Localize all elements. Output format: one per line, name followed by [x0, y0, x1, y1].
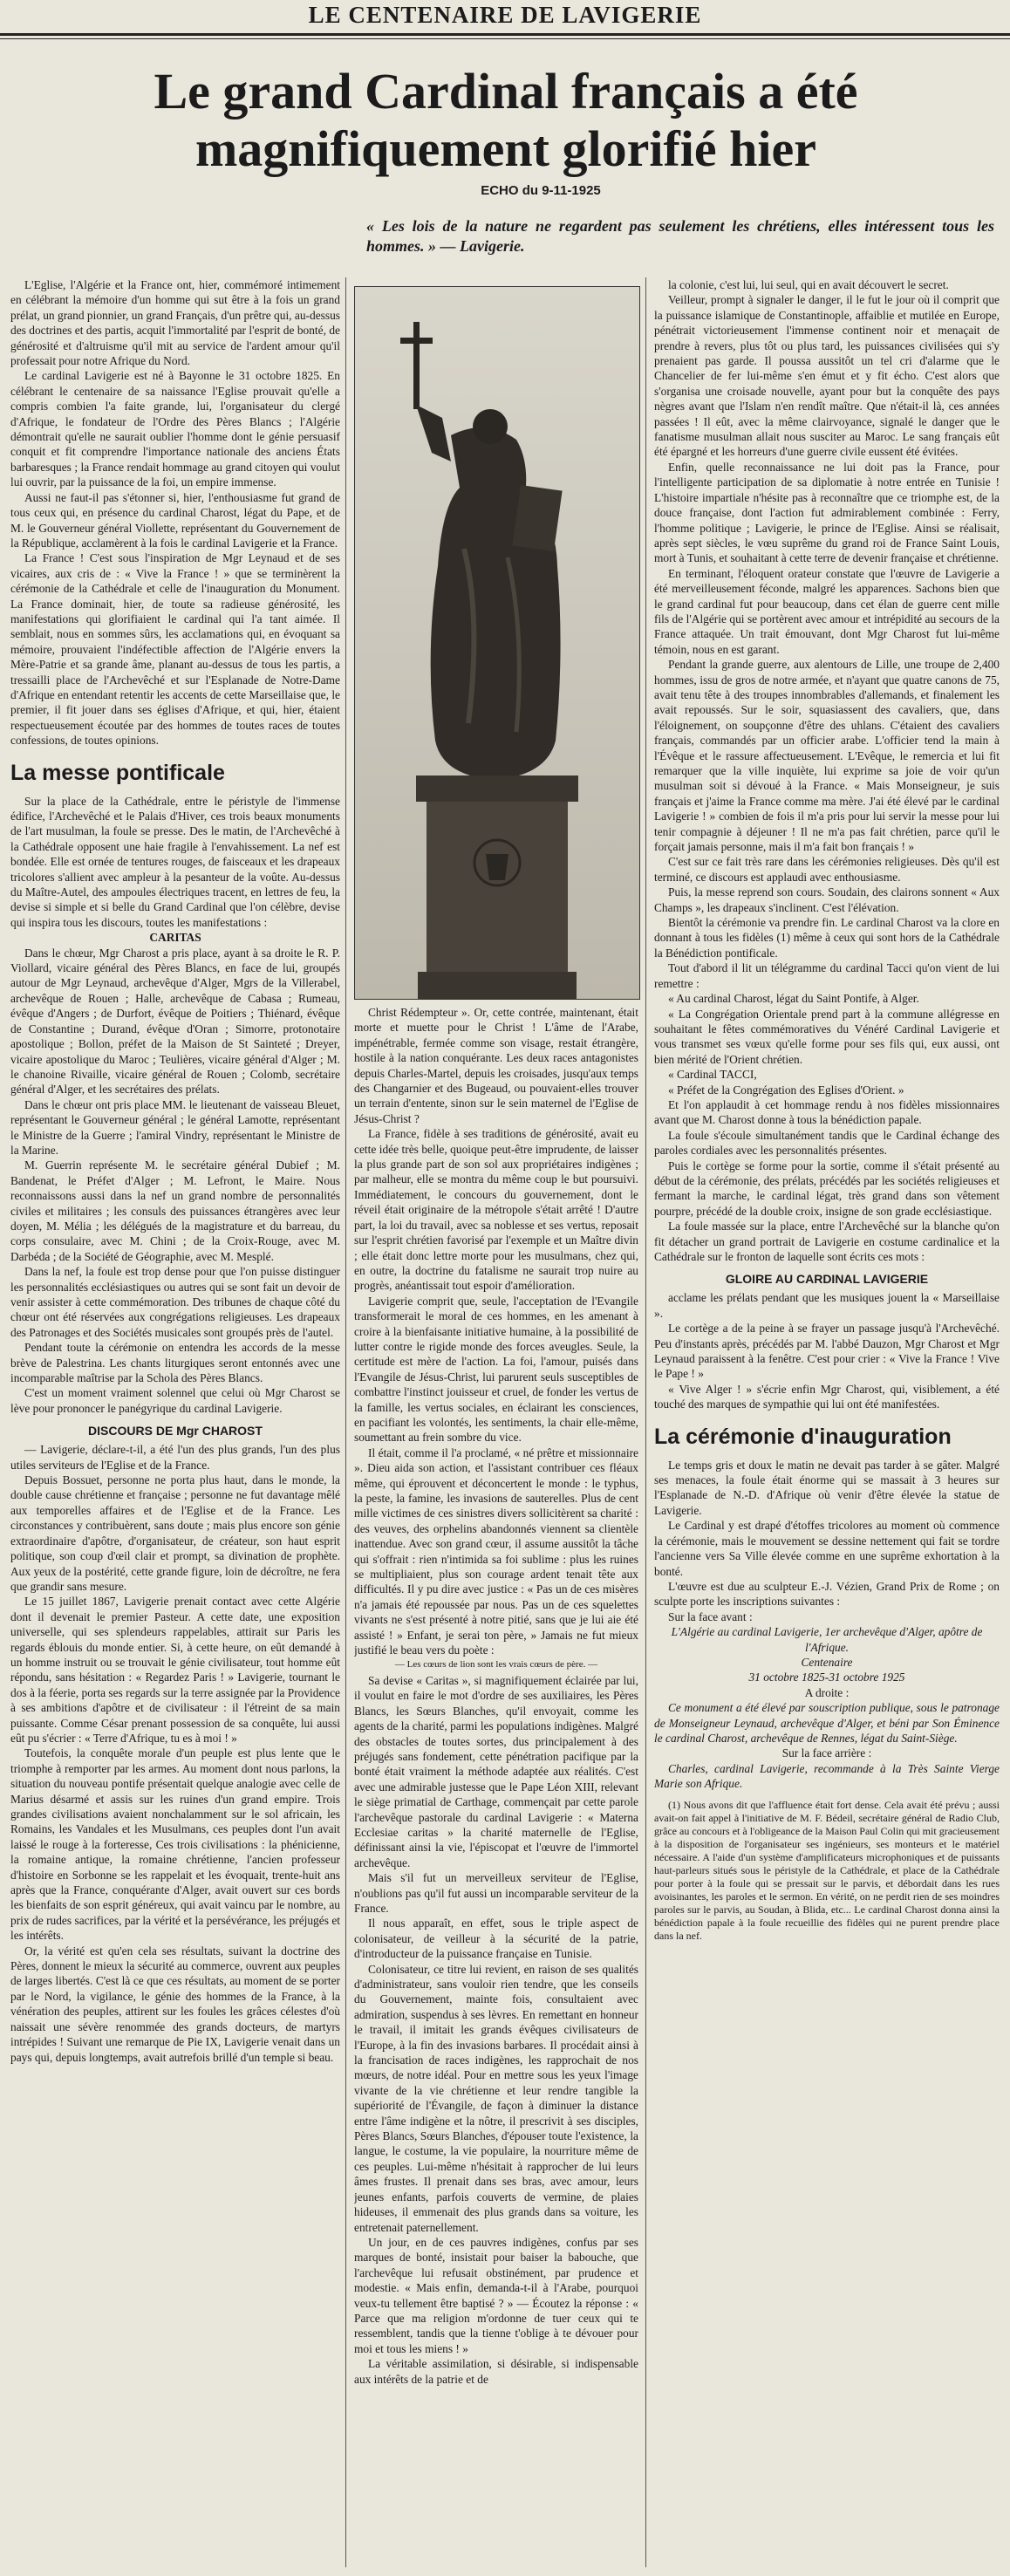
- paragraph: Pendant la grande guerre, aux alentours de Lille, une troupe de 2,400 hommes, issu de gros de notre armée, et n'ayant que quatre canons de 75, avait tenu tête à des troupes innombrables d'allemands, et finalement les avait repoussés. Sur le soir, squasiassent des cavaliers, que, dans l'éloignement, on soupçonne d'être des uhlans. C'étaient des cavaliers français, commandés par un officier arabe. L'officier tend la main à l'Évêque et le rassure affectueusement. L'Evêque, le remercia et lui fit remarquer que la ville inquiète, lui exprime sa joie de voir qu'un musulman soit si dévoué à la France. « Mais Monseigneur, je suis français et j'aime la France comme ma mère. J'ai été élevé par le cardinal Lavigerie ! » combien de fois il m'a pris pour lui servir la messe pour lui tenir compagnie à déjeuner ! Il ne m'a pas fait chrétien, parce qu'il le forçait jamais personne, mais il m'a fait bon français ! »: [654, 658, 1000, 854]
- gloire-title: GLOIRE AU CARDINAL LAVIGERIE: [725, 1272, 929, 1287]
- paragraph: la colonie, c'est lui, lui seul, qui en avait découvert le secret.: [668, 278, 949, 291]
- paragraph: Le Cardinal y est drapé d'étoffes tricolores au moment où commence la cérémonie, mais le mouvement se dessine nettement qui fait se tordre l'ancienne vers Sa Ville élevée comme en une suprême exhortation à la bonté.: [654, 1519, 1000, 1578]
- lead-quote: « Les lois de la nature ne regardent pas seulement les chrétiens, elles intéressent tous les hommes. » — Lavigerie.: [366, 217, 994, 255]
- paragraph: C'est un moment vraiment solennel que celui où Mgr Charost se lève pour prononcer le panégyrique du cardinal Lavigerie.: [10, 1386, 340, 1415]
- column-2: [354, 1005, 638, 2567]
- paragraph: En terminant, l'éloquent orateur constate que l'œuvre de Lavigerie a été merveilleusement féconde, malgré les apparences. Sachons bien que le grand cardinal fut pour beaucoup, dans cet élan de guerre cent mille fils de l'Algérie qui se portèrent avec amour et intrépidité au secours de la France attaquée. Un trait émouvant, dont Mgr Charost fut lui-même témoin, nous en est garant.: [654, 566, 1000, 656]
- paragraph: L'Eglise, l'Algérie et la France ont, hier, commémoré intimement en célébrant la mémoire d'un homme qui sut être à la fois un grand prélat, un grand pionnier, un grand Français, d'un prêtre qui, au-dessus des doctrines et des partis, acquit l'immortalité par l'esprit de bonté, de générosité et d'altruisme qu'il mit au service de l'ardent amour qu'il professait pour notre Afrique du Nord.: [10, 278, 340, 368]
- paragraph: Pendant toute la cérémonie on entendra les accords de la messe brève de Palestrina. Les chants liturgiques seront entonnés avec une incomparable maîtrise par la Schola des Pères Blancs.: [10, 1341, 340, 1385]
- section-title-inauguration: La cérémonie d'inauguration: [654, 1424, 952, 1449]
- discours-title: DISCOURS DE Mgr CHAROST: [88, 1424, 263, 1438]
- centenaire-dates: 31 octobre 1825-31 octobre 1925: [748, 1671, 905, 1684]
- paragraph: Puis, la messe reprend son cours. Soudain, des clairons sonnent « Aux Champs », les drapeaux s'inclinent. C'est l'élévation.: [654, 885, 1000, 914]
- inscription-back: Charles, cardinal Lavigerie, recommande à la Très Sainte Vierge Marie son Afrique.: [654, 1761, 1000, 1791]
- section-kicker: LE CENTENAIRE DE LAVIGERIE: [308, 2, 702, 28]
- paragraph: Toutefois, la conquête morale d'un peuple est plus lente que le triomphe à remporter par les armes. Au moment dont nous parlons, la situation du nouveau pontife présentait quelque analogie avec celle de Marius désarmé et assis sur les ruines d'un grand empire. Trois grandes civilisations avaient nonchalamment sur le sol africain, les Romains, les Vandales et les Musulmans, ces peuples dont l'un avait laissé le rouge à la forteresse, Ces trois civilisations : la phénicienne, la romaine antique, la romaine chrétienne, l'ancien professeur d'histoire en Sorbonne se les rappelait et les évoquait, trente-huit ans après que la France, conquérante d'Alger, avait ouvert sur ces bords les bienfaits de son esprit généreux, qui avait vaincu par le nombre, au prix de rudes sacrifices, par la vérité et la persévérance, les préjugés et les intérêts.: [10, 1746, 340, 1943]
- paragraph: Et l'on applaudit à cet hommage rendu à nos fidèles missionnaires avant que M. Charost donne à tous la bénédiction papale.: [654, 1097, 1000, 1127]
- messe-text: [10, 794, 340, 1417]
- paragraph: Or, la vérité est qu'en cela ses résultats, suivant la doctrine des Pères, donnent le mieux la sécurité au commerce, ouvrent aux peuples de larges libertés. C'est là ce que ces résultats, au moment de se porter par le Nord, la vigilance, le génie des hommes de la France, à la vénération des peuples, attirent sur les foules les grâces célestes d'où naissait une sévère renommée des grands docteurs, de martyrs intrépides ! Suivant une remarque de Pie IX, Lavigerie venait dans un pays qui, depuis longtemps, avait autrefois brillé d'un temple si beau.: [10, 1944, 340, 2064]
- paragraph: Le cortège a de la peine à se frayer un passage jusqu'à l'Archevêché. Peu d'instants après, précédés par M. l'abbé Dauzon, Mgr Charost et Mgr Leynaud paraissent à la fenêtre. C'est pour crier : « Vive la France ! Vive le Pape ! »: [654, 1322, 1000, 1381]
- paragraph: L'œuvre est due au sculpteur E.-J. Vézien, Grand Prix de Rome ; on sculpte porte les inscriptions suivantes :: [654, 1579, 1000, 1609]
- column-divider: [345, 277, 346, 2567]
- top-rule: [0, 33, 1010, 36]
- intro-text: [10, 277, 340, 748]
- dateline: ECHO du 9-11-1925: [481, 183, 601, 198]
- face-arriere-label: Sur la face arrière :: [781, 1746, 872, 1760]
- paragraph: « Préfet de la Congrégation des Eglises d'Orient. »: [668, 1083, 904, 1097]
- paragraph: Dans la nef, la foule est trop dense pour que l'on puisse distinguer les personnalités ecclésiastiques ou autres qui se sont fait un devoir de venir assister à cette commémoration. Des tribunes de chaque côté du chœur ont été réservées aux congrégations religieuses. Les drapeaux des Patronages et des Sociétés musicales sont groupés près de l'autel.: [10, 1265, 340, 1339]
- paragraph: « Cardinal TACCI,: [668, 1068, 757, 1082]
- paragraph: Bientôt la cérémonie va prendre fin. Le cardinal Charost va la clore en donnant à tous les fidèles (1) même à ceux qui sont hors de la Cathédrale la Bénédiction pontificale.: [654, 916, 1000, 960]
- column-2-text: [354, 1005, 638, 2387]
- paragraph: Le 15 juillet 1867, Lavigerie prenait contact avec cette Algérie dont il devenait le premier Pasteur. A cette date, une exposition universelle, qui ses splendeurs rappelables, attirait sur Paris les regards éblouis du monde entier. Si, à cette heure, on eût demandé à un homme instruit ou se trouvait le génie civilisateur, tout homme eût répondu, sans hésitation : « Regardez Paris ! » Lavigerie, tournant le dos à la féerie, porta ses regards sur la terre assignée par la Providence à ses ambitions d'apôtre et de civilisateur : il l'étreint de sa main puissante. Comme César prenant possession de sa conquête, lui aussi eût pu s'écrier : « Terre d'Afrique, tu es à moi ! »: [10, 1595, 340, 1745]
- paragraph: La foule s'écoule simultanément tandis que le Cardinal échange des paroles cordiales avec les personnalités présentes.: [654, 1128, 1000, 1158]
- paragraph: Un jour, en de ces pauvres indigènes, confus par ses marques de bonté, insistait pour baiser la babouche, que l'archevêque lui refusait obstinément, par prudence et modestie. « Mais enfin, demanda-t-il à l'Arabe, pourquoi veux-tu tellement être baptisé ? » — Écoutez la réponse : « Parce que ma religion m'ordonne de tuer ceux qui te ressemblent, tandis que la tienne t'oblige à te dévouer pour moi et tous les miens ! »: [354, 2235, 638, 2355]
- column-1: [10, 277, 340, 2567]
- footnote: (1) Nous avons dit que l'affluence était fort dense. Cela avait été prévu ; aussi avait-on fait appel à l'initiative de M. F. Bédeil, secrétaire général de Radio Club, grâce au concours et à l'obligeance de la Maison Paul Colin qui mit gracieusement à la disposition de l'organisateur ses ingénieurs, ses monteurs et le matériel nécessaire. A l'aide d'un système d'amplificateurs microphoniques et de puissants haut-parleurs situés sous le péristyle de la Cathédrale, et place de la Cathédrale pour porter à la foule qui se pressait sur le parvis, et débordait dans les rues avoisinantes, les paroles et le sermon. En vérité, on ne perdit rien de ses moindres paroles sur le parvis, au Soudan, à Blida, etc... Le cardinal Charost donna ainsi la bénédiction papale à la foule recueillie des fidèles qui ne purent prendre place dans la nef.: [654, 1798, 1000, 1942]
- column-divider-2: [645, 277, 646, 2567]
- paragraph: Sur la place de la Cathédrale, entre le péristyle de l'immense édifice, l'Archevêché et le Palais d'Hiver, ces trois beaux monuments de l'art musulman, la foule se presse. Des le matin, de l'Archevêché à la Cathédrale opposent une haie fragile à l'envahissement. La nef est bondée. Elle est ornée de tentures rouges, de faisceaux et les drapeaux tricolores s'allient avec ampleur à la pesanteur de la voûte. Au-dessus du Maître-Autel, des ampoules électriques tracent, en lettres de feu, la devise si simple et si belle du Grand Cardinal que l'on célèbre, devise qui inspira tous les discours, toutes les manifestations :: [10, 794, 340, 929]
- paragraph: Il était, comme il l'a proclamé, « né prêtre et missionnaire ». Dieu aida son action, et l'assistant contribuer ces fléaux même, qui éprouvent et déconcertent le monde : le typhus, la peste, la famine, les invasions de sauterelles. Plus de cent mille victimes de ces sinistres divers sollicitèrent sa charité : des veuves, des orphelins abandonnés viennent sa clientèle inattendue. Avec son grand cœur, il assume aussitôt la tâche qui s'offrait : rien n'intimida sa foi sublime : plus les ruines se multipliaient, plus son courage ardent tenait tête aux difficultés. Il y pu dire avec justice : « Pas un de ces misères n'a jamais été repoussée par nous. Pas un de ces squelettes vivants ne s'est présenté à notre pitié, sans que je lui aie été assisté ! » Enfant, je serai ton père, » Jamais ne fut mieux justifié le beau vers du poète :: [354, 1445, 638, 1657]
- paragraph: Mais s'il fut un merveilleux serviteur de l'Eglise, n'oublions pas qu'il fut aussi un incomparable serviteur de la France.: [354, 1871, 638, 1915]
- paragraph: Dans le chœur ont pris place MM. le lieutenant de vaisseau Bleuet, représentant le Gouverneur général ; le général Lamotte, représentant le Ministre de la Guerre ; l'amiral Vindry, représentant le Ministre de la Marine.: [10, 1097, 340, 1157]
- top-rule-thin: [0, 38, 1010, 39]
- paragraph: CARITAS: [149, 931, 201, 945]
- paragraph: Le temps gris et doux le matin ne devait pas tarder à se gâter. Malgré ses menaces, la foule était énorme qui se massait à 3 heures sur l'Esplanade de N.-D. d'Afrique où venir d'être élevée la statue de Lavigerie.: [654, 1458, 1000, 1517]
- paragraph: Enfin, quelle reconnaissance ne lui doit pas la France, pour l'intelligente participation de sa diplomatie à notre entrée en Tunisie ! L'histoire impartiale n'hésite pas à reconnaître que ce triomphe est, de la douce française, dont l'action fut admirablement combinée : Ferry, l'homme politique ; Lavigerie, le prince de l'Eglise. Ainsi se réalisait, après sept siècles, le vœu suprême du grand roi de France Saint Louis, mort à Tunis, et souhaitant à cette terre de devenir française et chrétienne.: [654, 460, 1000, 565]
- discours-text: [10, 1442, 340, 2065]
- headline-line-2: magnifiquement glorifié hier: [194, 120, 816, 177]
- paragraph: « La Congrégation Orientale prend part à la commune allégresse en souhaitant le fêtes commémoratives du Vénéré Cardinal Lavigerie et vous transmet ses vœux qu'elle forme pour ses fils qui, eux aussi, ont bien mérité de l'Orient chrétien.: [654, 1007, 1000, 1066]
- paragraph: La foule massée sur la place, entre l'Archevêché sur la blanche qu'on fit détacher un grand portrait de Lavigerie en costume cardinalice et la Cathédrale sur le fronton de laquelle sont écrits ces mots :: [654, 1220, 1000, 1263]
- paragraph: Sur la face avant :: [668, 1609, 753, 1623]
- paragraph: Colonisateur, ce titre lui revient, en raison de ses qualités d'administrateur, sans vouloir rien tendre, que les conseils du Gouvernement, mainte fois, consultaient avec admiration, suspendus à ses lèvres. En remettant en honneur le travail, il imitait les grands évêques civilisateurs de l'Europe, à la fin des invasions barbares. Il procédait ainsi à la francisation de races indigènes, les rapprochait de nos mœurs, de notre idéal. Pour en mettre sous les yeux l'image vivante de la vie chrétienne et leur rendre tangible la supériorité de l'Évangile, de façon à diminuer la distance entre l'âme indigène et la nôtre, il prescrivit à ses disciples, Pères Blancs, Sœurs Blanches, d'épouser toute l'existence, la langue, le costume, la vie populaire, la nourriture même de ces peuples. Lui-même n'hésitait à rapprocher de lui leurs âmes frustes. Il prenait dans ses bras, avec amour, leurs jeunes enfants, parfois couverts de vermine, de plaies hideuses, il emmenait des plus grands dans sa voiture, les entretenait paternellement.: [354, 1962, 638, 2234]
- photo-caption: — Les cœurs de lion sont les vrais cœurs de père. —: [394, 1659, 598, 1671]
- column-3-text: [654, 277, 1000, 1264]
- centenaire-label: Centenaire: [801, 1655, 853, 1669]
- column-3: [654, 277, 1000, 2567]
- paragraph: acclame les prélats pendant que les musiques jouent la « Marseillaise ».: [654, 1291, 1000, 1320]
- paragraph: Sa devise « Caritas », si magnifiquement éclairée par lui, il voulut en faire le mot d'ordre de ses auxiliaires, les Pères Blancs, les Sœurs Blanches, qu'il envoyait, comme les agents de la charité, parmi les populations indigènes. Malgré des obstacles de toutes sortes, dus principalement à des préjugés sans fondement, cette pénétration pacifique par la bonté était vraiment la méthode adaptée aux réalités. C'est avec une admirable justesse que le Pape Léon XIII, relevant le siège primatial de Carthage, commençait par cette parole l'archevêque pastorale du cardinal Lavigerie : « Materna Ecclesiae caritas » la charité maternelle de l'Eglise, définissant ainsi la vie, l'épiscopat et l'œuvre de l'immortel archevêque.: [354, 1673, 638, 1869]
- paragraph: La véritable assimilation, si désirable, si indispensable aux intérêts de la patrie et de: [354, 2357, 638, 2386]
- inscription-front: L'Algérie au cardinal Lavigerie, 1er archevêque d'Alger, apôtre de l'Afrique.: [671, 1625, 983, 1654]
- paragraph: Aussi ne faut-il pas s'étonner si, hier, l'enthousiasme fut grand de tous ceux qui, en présence du cardinal Charost, légat du Pape, et de M. le Gouverneur général Viollette, représentant du Gouvernement de la République, acclamèrent à la fois le cardinal Lavigerie et la France.: [10, 490, 340, 550]
- paragraph: « Au cardinal Charost, légat du Saint Pontife, à Alger.: [668, 992, 919, 1006]
- paragraph: M. Guerrin représente M. le secrétaire général Dubief ; M. Bandenat, le Préfet d'Alger ; M. Lefront, le Maire. Nous reconnaissons aussi dans la nef un grand nombre de personnalités civiles et militaires ; les consuls des puissances étrangères avec leur doyen, M. Mélia ; les délégués de la magistrature et du barreau, du corps consulaire, avec M. Chini ; de la Croix-Rouge, avec M. Darbéda ; de la Société de Géographie, avec M. Mesplé.: [10, 1158, 340, 1263]
- statue-photo: [354, 286, 640, 1000]
- paragraph: Tout d'abord il lit un télégramme du cardinal Tacci qu'on vient de lui remettre :: [654, 961, 1000, 990]
- paragraph: « Vive Alger ! » s'écrie enfin Mgr Charost, qui, visiblement, a été touché des marques de sympathie qui lui ont été manifestées.: [654, 1382, 1000, 1411]
- paragraph: Il nous apparaît, en effet, sous le triple aspect de colonisateur, de veilleur à la sécurité de la patrie, d'introducteur de la puissance française en Tunisie.: [354, 1917, 638, 1961]
- headline: [26, 63, 986, 178]
- headline-line-1: Le grand Cardinal français a été: [154, 63, 858, 120]
- paragraph: Puis le cortège se forme pour la sortie, comme il s'était présenté au début de la cérémonie, des prélats, précédés par les sociétés religieuses et fermant la marche, le cardinal légat, très grand dans son vêtement pourpre, précédé de la double croix, insigne de son grade ecclésiastique.: [654, 1158, 1000, 1218]
- paragraph: Veilleur, prompt à signaler le danger, il le fut le jour où il comprit que la puissance islamique de Constantinople, affaiblie et mutilée en Europe, pénétrait victorieusement l'immense continent noir et menaçait de prendre à revers, plus tôt ou plus tard, les puissances civilisées qui s'y prenaient pas garde. Il poussa aussitôt un tel cri d'alarme que le Chancelier de fer lui-même s'en émut et y fit écho. C'est alors que s'organisa une croisade nouvelle, ayant pour but la conquête des pays nègres avant que l'Islam n'en rendît maître. Que n'était-il là, ces années passées ! Il eût, avec la même clairvoyance, signalé le danger que le fanatisme musulman allait nous susciter au Maroc. Le sang français eût été épargné et les horreurs d'une guerre civile eussent été évitées.: [654, 293, 1000, 459]
- section-title-messe: La messe pontificale: [10, 760, 225, 785]
- a-droite-label: A droite :: [804, 1685, 850, 1699]
- inscription-right: Ce monument a été élevé par souscription publique, sous le patronage de Monseigneur Leynaud, archevêque d'Alger, et béni par Son Éminence le cardinal Charost, archevêque de Rennes, légat du Saint-Siège.: [654, 1701, 1000, 1745]
- inauguration-text: [654, 1458, 1000, 1624]
- paragraph: Christ Rédempteur ». Or, cette contrée, maintenant, était morte et muette pour le Christ ! L'âme de l'Arabe, impénétrable, fermée comme son visage, restait étrangère, hostile à la nation conquérante. Les deux races antagonistes depuis Charles-Martel, depuis les croisades, jusqu'aux temps des Changarnier et des Bugeaud, ou pouvaient-elles trouver un terrain d'entente, sinon sur le sein maternel de l'Eglise de Jésus-Christ ?: [354, 1006, 638, 1125]
- paragraph: C'est sur ce fait très rare dans les cérémonies religieuses. Dès qu'il est terminé, ce discours est applaudi avec enthousiasme.: [654, 855, 1000, 884]
- paragraph: — Lavigerie, déclare-t-il, a été l'un des plus grands, l'un des plus utiles serviteurs de l'Eglise et de la France.: [10, 1443, 340, 1472]
- statue-of-lavigerie-image: [355, 287, 639, 999]
- after-gloire-text: [654, 1290, 1000, 1411]
- paragraph: Dans le chœur, Mgr Charost a pris place, ayant à sa droite le R. P. Viollard, vicaire général des Pères Blancs, en face de lui, groupés autour de Mgr Leynaud, archevêque d'Alger, Mgrs de la Villerabel, archevêque de Rouen ; Halle, archevêque de Cabasa ; Rumeau, évêque d'Angers ; de Durfort, évêque de Poitiers ; Thiénard, évêque de Constantine ; Durand, évêque d'Oran ; Simorre, protonotaire apostolique ; Bollon, préfet de la Maison de St Sainteté ; Dreyer, vicaire apostolique du Maroc ; Teulières, vicaire général d'Alger ; M. le chanoine Rivaille, vicaire général de Rouen ; Colomb, secrétaire général d'Alger, et les secrétaires des prélats.: [10, 946, 340, 1097]
- paragraph: Lavigerie comprit que, seule, l'acceptation de l'Evangile transformerait le moral de ces hommes, en les amenant à croire à la bienfaisante initiative humaine, à la possibilité de lutter contre le rigide monde des forces aveugles. Seule, la certitude est mère de l'action. La foi, l'amour, puisés dans l'Evangile de Jésus-Christ, lui parurent seuls susceptibles de combattre l'instinct jouisseur et cruel, de fonder les vertus de la famille, les vertus sociales, en éclairant les consciences, en pacifiant les volontés, les sentiments, la chair elle-même, soumettant au frein sombre du vice.: [354, 1294, 638, 1445]
- paragraph: Depuis Bossuet, personne ne porta plus haut, dans le monde, la double cause chrétienne et française ; personne ne fut davantage mêlé aux temporelles affaires et de l'Eglise et de la France. Les circonstances y contribuèrent, sans doute ; mais plus encore son génie extraordinaire d'apôtre, d'organisateur, de créateur, son haut esprit politique, son coup d'œil clair et prompt, sa divination de prophète. Aux yeux de la postérité, cette grande figure, loin de décroître, ne fera que grandir sans mesure.: [10, 1473, 340, 1593]
- paragraph: Le cardinal Lavigerie est né à Bayonne le 31 octobre 1825. En célébrant le centenaire de sa naissance l'Eglise prouvait qu'elle a compris combien l'a faite grande, lui, l'organisateur du clergé d'Afrique, le fondateur de l'Ordre des Pères Blancs ; l'Algérie démontrait qu'elle ne saurait oublier l'homme dont le génie persuasif conquit et fit comprendre l'importance nationale des anciens États barbaresques ; la France rendait hommage au grand citoyen qui voulut lui ouvrir, par la puissance de la foi, un empire immense.: [10, 369, 340, 489]
- paragraph: La France ! C'est sous l'inspiration de Mgr Leynaud et de ses vicaires, aux cris de : « Vive la France ! » que se terminèrent la cérémonie de la Cathédrale et celle de l'inauguration du Monument. La France dominait, hier, de toute sa radieuse générosité, les manifestations qui glorifiaient le cardinal qui l'a tant aimée. Il semblait, nous en sommes sûrs, les acclamations qui, en évoquant sa mémoire, prouvaient l'indéfectible affection de l'Algérie envers la Mère-Patrie et sa grande âme, planant au-dessus de tous les partis, a tressailli place de l'Archevêché et sur l'Esplanade de Notre-Dame d'Afrique en entendant retentir les accents de cette Marseillaise que, le premier, il fit jouer dans ses églises d'Afrique, et qui, hier, étaient respectueusement écoutée par des hommes de toutes races de toutes confessions, de toutes opinions.: [10, 551, 340, 748]
- paragraph: La France, fidèle à ses traditions de générosité, avait eu cette idée très belle, quoique peut-être imprudente, de laisser la plus grande part de son sol aux propriétaires indigènes ; par malheur, elle se montra du même coup le but poursuivi. Immédiatement, le concours du gouvernement, dont le réveil était originaire de la métropole s'était arrêté ! D'autre part, la loi du travail, avec sa noblesse et ses vertus, reposait sur l'esprit chrétien favorisé par l'exemple et un Maître divin ; elle était donc lettre morte pour les musulmans, chez qui, en outre, la doctrine du fatalisme ne saurait trop nuire au progrès, anéantissait tout espoir d'amélioration.: [354, 1127, 638, 1293]
